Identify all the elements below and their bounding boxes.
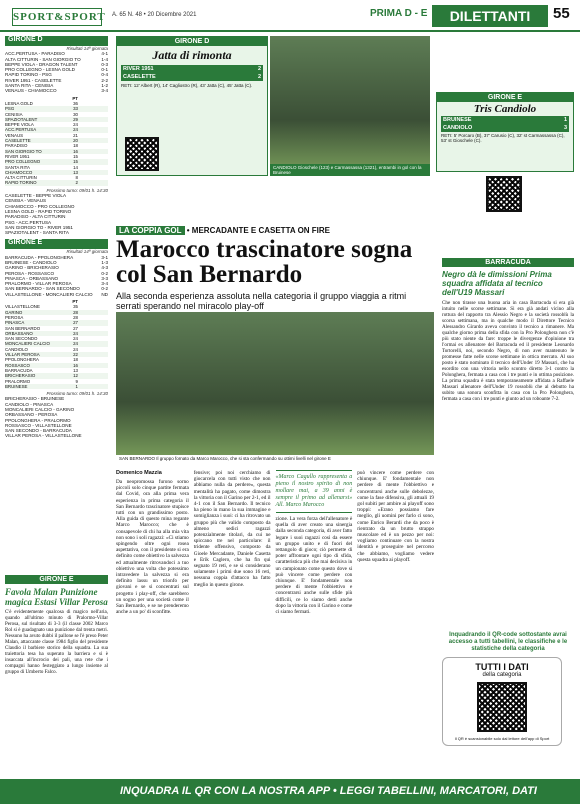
side-story (5, 575, 108, 773)
girone-e-box (436, 92, 574, 172)
fixture-row: VILLAR PEROSA - VILLASTELLONE (5, 433, 82, 439)
team-photo (116, 312, 434, 462)
girone-e-standings (5, 304, 108, 389)
round-label: Risultati 14ª giornata (66, 46, 108, 51)
girone-d-title: Jatta di rimonta (152, 48, 232, 62)
girone-d-score: RIVER 1951 2 CASELETTE 2 (123, 66, 261, 80)
table-row: ROSSASCO 16 (5, 363, 108, 368)
qr-promo-text: Inquadrando il QR-code sottostante avrai accesso a tutti tabellini, le classifiche e le statistiche della categoria (448, 632, 568, 652)
side-story-tag: GIRONE E (5, 575, 108, 584)
table-row: SANTA RITA 14 (5, 164, 78, 170)
girone-e-scorers: RETI: 5' Porcaro (B), 37' Carusio (C), 32' st Carmassassa (C), 53' st Gioschele (C). (441, 133, 565, 143)
table-row: VILLASTELLONE 35 (5, 304, 78, 310)
standings-header: PT (72, 299, 78, 305)
result-row: SAN BERNARDO - SAN SECONDO 0-2 (5, 286, 108, 292)
bottom-banner: INQUADRA IL QR CON LA NOSTRA APP • LEGGI TABELLINI, MARCATORI, DATI (0, 779, 580, 804)
table-row: PARADISO 18 (5, 143, 78, 149)
girone-d-results (5, 51, 108, 93)
result-row: ALTA CITTURIN - SAN GIORGIO TO 1-4 (5, 56, 108, 62)
section-label: PRIMA D - E (370, 8, 428, 19)
girone-d-fixtures (5, 193, 108, 235)
players-photo (270, 36, 430, 176)
table-row: CENISIA 30 (5, 111, 78, 117)
qr-promo-sub: della categoria (482, 672, 522, 678)
result-row: SANTA RITA - CENISIA 1-2 (5, 83, 108, 89)
table-row: PPOLONGHERA 18 (5, 357, 78, 363)
table-row: BARRACUDA 13 (5, 367, 78, 373)
girone-e-results (5, 255, 108, 297)
table-row: VENAUS 21 (5, 132, 78, 138)
fixture-row: PARADISO - ALTA CITTURIN (5, 214, 66, 220)
table-row: SPAZIOTALENT 29 (5, 117, 108, 122)
girone-d-scorers: RETI: 12' Albert (R), 14' Cagliostro (R), 43' Jatta (C), 45' Jatta (C). (121, 83, 253, 88)
table-row: RAPID TORINO 2 (5, 180, 108, 185)
result-row: PRALORMO - VILLAR PEROSA 3-4 (5, 281, 108, 287)
table-row: RIVER 1951 15 (5, 153, 78, 159)
result-row: BEPPE VIOLA - DRAGON TALENT 0-3 (5, 61, 108, 67)
barracuda-story (442, 258, 574, 402)
newspaper-logo: SPORT&SPORT (12, 8, 102, 26)
article-headline: Marocco trascinatore sogna col San Bernardo (116, 236, 413, 288)
fixture-row: LESNA GOLD - RAPID TORINO (5, 208, 72, 214)
fixture-row: PPOLONGHERA - PRALORMO (5, 417, 71, 423)
table-row: GARINO 28 (5, 310, 108, 315)
qr-promo-title: TUTTI I DATI (475, 662, 529, 672)
table-row: BRICHERASIO 12 (5, 373, 108, 378)
result-row: PINASCA - ORBASSANO 3-3 (5, 275, 108, 281)
girone-e-title: Tris Candiolo (473, 103, 537, 115)
side-story-title: Favola Malan Punizione magica Estasi Villar Perosa (5, 587, 108, 607)
girone-e-fixtures (5, 396, 108, 438)
qr-promo-foot: Il QR è scansionabile solo dal lettore dell'app di Sport (454, 736, 550, 741)
result-row: RIVER 1951 - CASELETTE 2-2 (5, 77, 108, 83)
result-row: BRUINESE - CANDIOLO 1-3 (5, 259, 108, 265)
fixture-row: SAN GIORGIO TO - RIVER 1951 (5, 224, 73, 230)
barracuda-tag: BARRACUDA (442, 258, 574, 267)
table-row: CANDIOLO 24 (5, 346, 78, 352)
girone-e-header: GIRONE E (5, 239, 108, 249)
side-story-body: C'è evidentemente qualcosa di magico nell'aria, quando all'ultimo minuto di Pralormo-Villar Perosa, sul risultato di 3-3 (il classe 2002 Marco Rol si è guadagnato una punizione dal trenta metri. Nessuno ha avuto dubbi il pallone se l'è preso Peter Malan, attaccante classe 1984 figlio del presidente Claudio il barbiere storico della squadra. La sua traiettoria tesa ha superato la barriera e si è insaccata all'incrocio dei pali, una rete che i compagni hanno festeggiato a lungo insieme al gruppo di Umberto Falco. (5, 610, 108, 675)
fixture-row: BRICHERASIO - BRUINESE (5, 396, 65, 402)
standings-column (5, 36, 108, 439)
next-round-label: Prossimo turno: 09/01 h. 14:30 (46, 391, 108, 397)
barracuda-title: Negro dà le dimissioni Prima squadra affidata al tecnico dell'U19 Massari (442, 270, 552, 297)
table-row: BRUINESE 1 (5, 384, 108, 389)
category-banner: DILETTANTI (432, 5, 548, 27)
result-row: ACC.PERTUSA - PARADISO 4-1 (5, 51, 108, 57)
table-row: BEPPE VIOLA 24 (5, 122, 78, 128)
table-row: PEROSA 28 (5, 314, 78, 320)
table-row: ORBASSANO 24 (5, 331, 108, 336)
article-deck: Alla seconda esperienza assoluta nella categoria il gruppo viaggia a ritmi serrati sperando nel miracolo play-off (116, 291, 407, 311)
fixture-row: CANDIOLO - PINASCA (5, 401, 54, 407)
table-row: PSG 33 (5, 106, 108, 111)
next-round-label: Prossimo turno: 09/01 h. 14:30 (46, 187, 108, 193)
article-body (116, 470, 434, 775)
standings-header: PT (72, 95, 78, 101)
fixture-row: SPAZIOTALENT - SANTA RITA (5, 230, 69, 236)
fixture-row: MONCALIERI CALCIO - GARINO (5, 407, 75, 412)
result-row: PRO COLLEGNO - LESNA GOLD 0-1 (5, 67, 108, 73)
table-row: VILLAR PEROSA 22 (5, 352, 108, 357)
article-kicker: LA COPPIA GOL • MERCADANTE E CASETTA ON FIRE (116, 226, 434, 235)
article-paragraph: fensive; poi noi cerchiamo di giocarcela con tutti visto che non abbiamo nulla da perdere», questa mentalità ha pagato, come dimostra la vittoria con il Garino per 2-1, ed il 4-1 con il San Bernardo. Il tecnico ha pieno in mano la sua immagine e somiglianza i suoi: ci ha ritrovato un gruppo più che valido composto da almeno sedici ragazzi potenzialmente titolari, da cui ne spiccano tre nel particolare: il tridente offensivo, composto da Gioele Mercadante, Daniele Casetta e Erik Caglero, che ha fin qui segnato 19 reti, e se si considerano solamente i primi due sono 16 reti, nessuna coppia d'attacco ha fatto meglio in questo girone. (193, 470, 271, 588)
fixture-row: CHIAMOCCO - PRO COLLEGNO (5, 203, 75, 209)
article-paragraph: zione. La vera forza dell'allenatore è quella di aver creato una sinergia dalla seconda categoria, di aver fatto legare i suoi ragazzi così da essere un gruppo unito e di fuori del rettangolo di gioco; ciò permette di poter affrontare ogni tipo di sfida, caratteristica più che mai decisiva in un campionato come questo dove si può vincere come perdere con chiunque. E' fondamentale non perdere di mente l'obbiettivo e concentrarsi anche sulle sfide più difficili, ce lo siamo detti anche dopo la vittoria con il Garino e come ci siamo fermati. (275, 516, 353, 616)
fixture-row: ORBASSANO - PEROSA (5, 412, 58, 418)
qr-code[interactable] (486, 176, 522, 212)
round-label: Risultati 14ª giornata (66, 249, 108, 255)
page-number: 55 (553, 5, 570, 22)
girone-e-tag: GIRONE E (437, 93, 573, 102)
table-row: LESNA GOLD 36 (5, 100, 78, 106)
table-row: ACC.PERTUSA 24 (5, 127, 108, 132)
result-row: VILLASTELLONE - MONCALIERI CALCIO ND (5, 291, 108, 297)
qr-promo (442, 632, 574, 746)
article-author: Domenico Mazzia (116, 470, 162, 476)
fixture-row: ROSSASCO - VILLASTELLONE (5, 422, 72, 428)
girone-e-score: BRUINESE 1 CANDIOLO 3 (443, 117, 567, 131)
table-row: SAN SECONDO 24 (5, 336, 78, 342)
qr-code[interactable] (477, 682, 527, 732)
result-row: PEROSA - ROSSASCO 0-2 (5, 270, 108, 276)
fixture-row: PSG - ACC.PERTUSA (5, 219, 52, 225)
phone-mockup (442, 657, 562, 746)
header-rule (0, 30, 580, 32)
fixture-row: CASELETTE - BEPPE VIOLA (5, 193, 67, 199)
girone-d-header: GIRONE D (5, 36, 108, 46)
fixture-row: CENISIA - VENAUS (5, 198, 47, 204)
photo-caption: CANDIOLO Gioschele (123) e Carmassassa (1321), entrambi in gol con la Bruinese (270, 164, 430, 176)
table-row: MONCALIERI CALCIO 24 (5, 341, 108, 346)
result-row: VENAUS - CHIAMOCCO 3-4 (5, 88, 108, 94)
edition-info: A. 65 N. 48 • 20 Dicembre 2021 (112, 12, 197, 18)
table-row: PINASCA 27 (5, 320, 108, 325)
table-row: SAN BERNARDO 27 (5, 325, 78, 331)
table-row: PRALORMO 9 (5, 378, 78, 384)
result-row: GARINO - BRICHERASIO 4-3 (5, 265, 108, 271)
table-row: CASELETTE 20 (5, 138, 108, 143)
table-row: ALTA CITTURIN 8 (5, 175, 78, 181)
article-paragraph: Da neopromossa furono sorno piccoli solo cinque partite fermata dal Covid, ora alla prima vera esperienza in prima categoria il San Bernardo trascinatore stupisce tutti con un grandissimo posto. Alla guida di questo mina regante Marco Marocco; che è consapevole di chi ha alla mia vita non sono i soli ragazzi: «Ci stiamo spingendo oltre ogni rosea aspettativa, con il presidente si era definito come obiettivo la salvezza ed attualmente ritrovandoci a tuo obiettivo una volta che potessimo intravedere la salvezza si era definito lassu un trionfo per giovani e se si concentrati sul progetto i play-off, che sarebbero un sogno per una società come il San Bernardo, e se ne prenderemo anche a un po' di sconfitte. (116, 479, 189, 616)
girone-d-standings (5, 101, 108, 186)
result-row: RAPID TORINO - PSG 0-4 (5, 72, 108, 78)
girone-d-box (116, 36, 268, 176)
fixture-row: SAN SECONDO - BARRACUDA (5, 428, 72, 434)
article-quote: «Marco Cagullo rappresenta a pieno il nostro spirito di non mollare mai, a 39 anni è sempre il primo ad allenarsi» All. Marco Marocco (276, 470, 353, 513)
girone-d-tag: GIRONE D (117, 37, 267, 46)
table-row: CHIAMOCCO 13 (5, 170, 108, 175)
main-article (116, 226, 434, 311)
table-row: PRO COLLEGNO 15 (5, 159, 108, 164)
result-row: BARRACUDA - PPOLONGHERA 3-1 (5, 254, 108, 260)
qr-code[interactable] (125, 137, 159, 171)
barracuda-body: Che non tirasse una buona aria in casa Barracuda si era già intuito nelle scorse settimane. Si era già andati vicino alla rottura del rapporto tra Alessio Negro e la società rossoblù la scorsa settimana, ma in qualche modo il Direttore Tecnico Alessandro Girardo aveva convinto il tecnico a rimanere. Ma qualche giorno prima della sfida con la Pro Polonghera non c'è più stato niente da fare: troppe le divergenze d'opinione tra l'ormai ex allenatore del Barracuda ed il presidente Leonardo Tortorelli, noi, secondo Negro, di non aver mantenuto le promesse fatte nelle scorse settimane in ottica mercato. Al suo posto è stato nominato il tecnico dell'Under 19 Massari, che ha esordito con una vittoria nello scontro diretto 3-1 contro la Polonghera, fermata a casa con i tre punti e in ottima posizione. La prima squadra è stata temporaneamente affidata a Raffaele Massari allenatore dell'Under 19 rossoblù che al debutto ha subito una sonora sconfitta in casa con la Pro Polonghera, fermata a casa con i tre punti e giunto ad un roboante 7-2. (442, 300, 574, 402)
team-photo-caption: SAN BERNARDO Il gruppo fornato da Marco Marocco, che si sta confermando su ottimi livelli nel girone E (116, 455, 434, 462)
article-paragraph: può vincere come perdere con chiunque. E' fondamentale non perdere di mente l'obbiettivo e concentrarsi anche sulle debolezze, come la fase difensiva, gli attuali 19 gol subiti per ambire ai playoff sono troppi: «Erano possiamo fare meglio, gli uomini per farlo ci sono, come Enrico Berardi che da poco è rientrato da un brutto strappo muscolare ed è un pezzo per noi: vogliamo continuare con la nostra identità e proseguire nel percorso che abbiamo, vogliamo vedere questa squadra ai playoff. (357, 470, 434, 563)
table-row: SAN GIORGIO TO 16 (5, 149, 108, 154)
